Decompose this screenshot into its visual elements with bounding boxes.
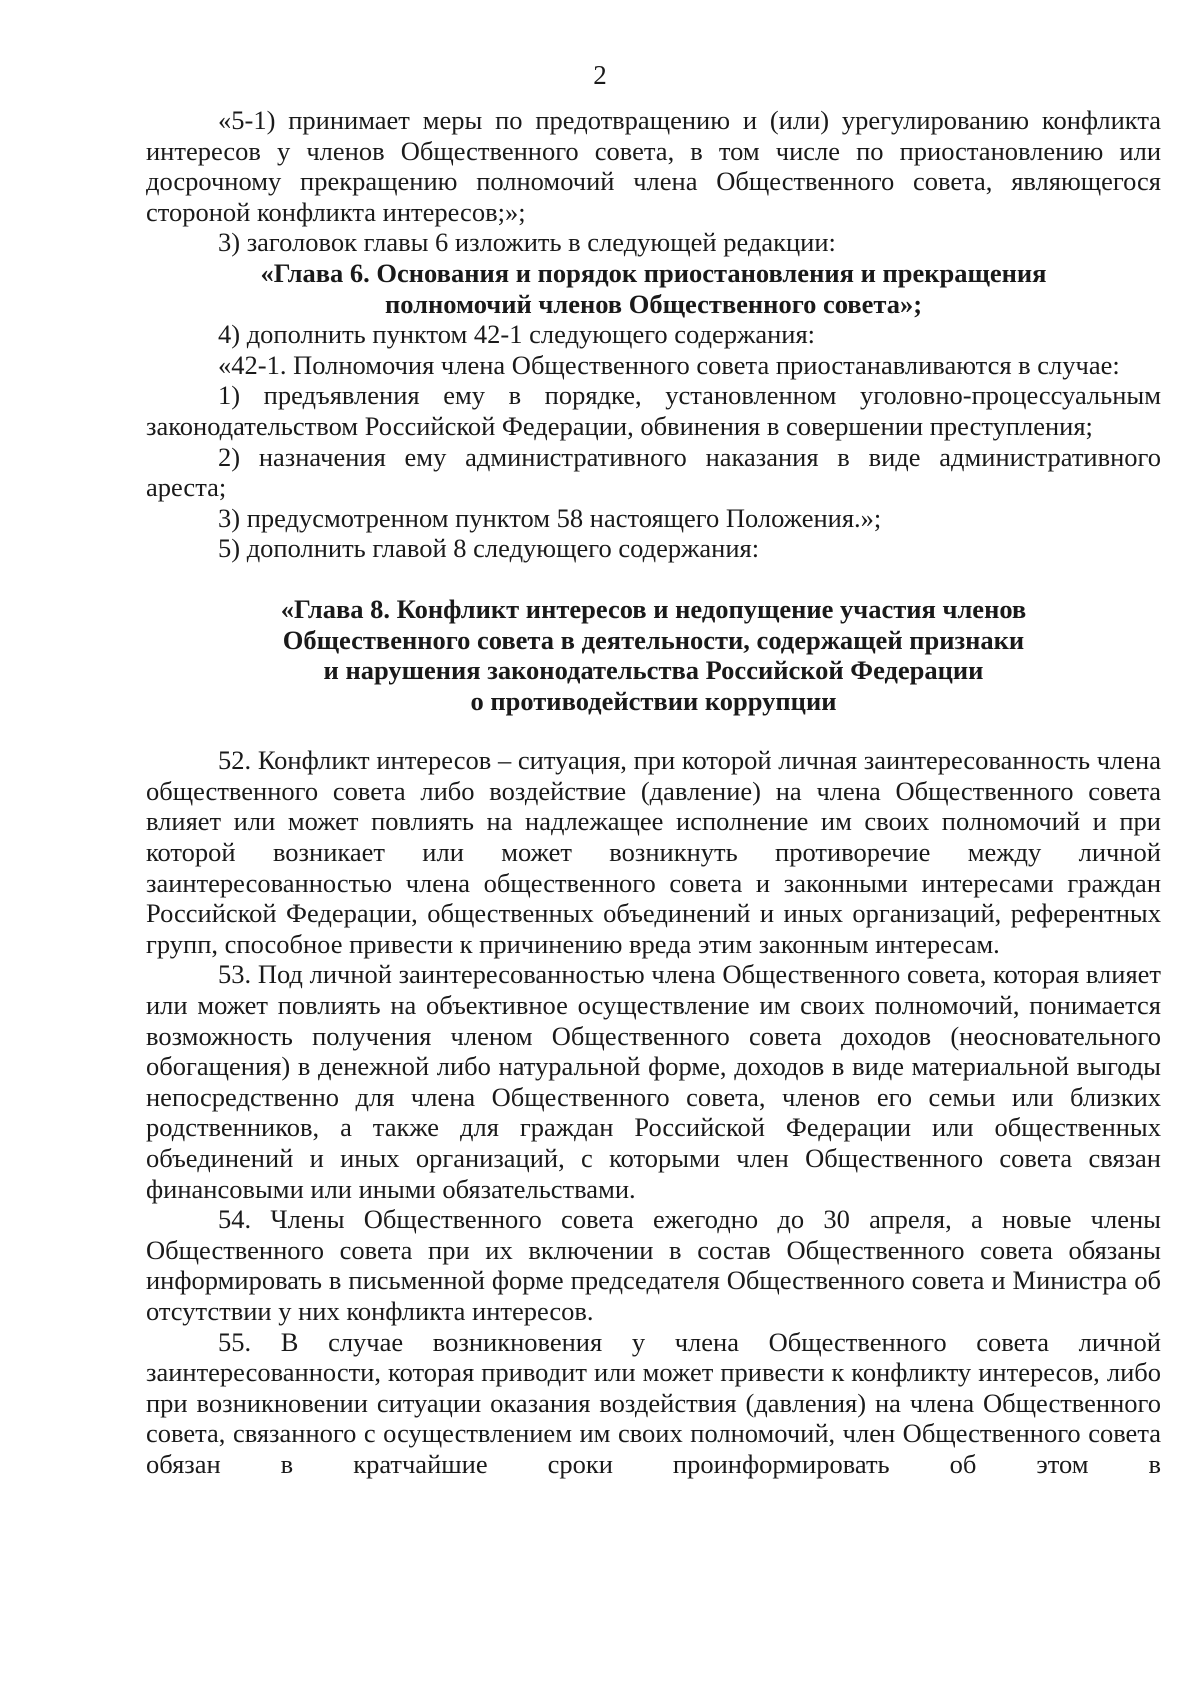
document-body — [146, 105, 1161, 1480]
heading-chapter-8-line-1: «Глава 8. Конфликт интересов и недопущение участия членов — [280, 593, 1027, 624]
paragraph-item-4: 4) дополнить пунктом 42-1 следующего содержания: — [218, 319, 816, 350]
spacer — [146, 564, 1161, 594]
heading-chapter-6-line-2: полномочий членов Общественного совета»; — [384, 288, 923, 319]
paragraph-5-1: «5-1) принимает меры по предотвращению и (или) урегулированию конфликта интересов у членов Общественного совета, в том числе по приостановлению или досрочному прекращению полномочий члена Общественного совета, являющегося стороной конфликта интересов;»; — [146, 105, 1161, 227]
paragraph-53: 53. Под личной заинтересованностью члена Общественного совета, которая влияет или может повлиять на объективное осуществление им своих полномочий, понимается возможность получения членом Общественного совета доходов (неосновательного обогащения) в денежной либо натуральной форме, доходов в виде материальной выгоды непосредственно для члена Общественного совета, членов его семьи или близких родственников, а также для граждан Российской Федерации или общественных объединений и иных организаций, с которыми член Общественного совета связан финансовыми или иными обязательствами. — [146, 959, 1161, 1204]
paragraph-item-3: 3) заголовок главы 6 изложить в следующей редакции: — [218, 227, 836, 258]
heading-chapter-6 — [146, 258, 1161, 319]
spacer — [146, 716, 1161, 745]
heading-chapter-8-line-4: о противодействии коррупции — [470, 685, 837, 716]
paragraph-42-1-sub-2: 2) назначения ему административного наказания в виде административного ареста; — [146, 441, 1161, 503]
paragraph-42-1-sub-3: 3) предусмотренном пунктом 58 настоящего Положения.»; — [218, 502, 882, 533]
heading-chapter-8-line-2: Общественного совета в деятельности, содержащей признаки — [282, 624, 1025, 655]
page-number: 2 — [593, 60, 607, 90]
paragraph-42-1: «42-1. Полномочия члена Общественного совета приостанавливаются в случае: — [218, 349, 1120, 380]
heading-chapter-6-line-1: «Глава 6. Основания и порядок приостановления и прекращения — [260, 257, 1047, 288]
heading-chapter-8-line-3: и нарушения законодательства Российской Федерации — [323, 655, 984, 686]
paragraph-52: 52. Конфликт интересов – ситуация, при которой личная заинтересованность члена общественного совета либо воздействие (давление) на члена Общественного совета влияет или может повлиять на надлежащее исполнение им своих полномочий и при которой возникает или может возникнуть противоречие между личной заинтересованностью члена общественного совета и законными интересами граждан Российской Федерации, общественных объединений и иных организаций, референтных групп, способное привести к причинению вреда этим законным интересам. — [146, 745, 1161, 959]
paragraph-55: 55. В случае возникновения у члена Общественного совета личной заинтересованности, которая приводит или может привести к конфликту интересов, либо при возникновении ситуации оказания воздействия (давления) на члена Общественного совета, связанного с осуществлением им своих полномочий, член Общественного совета обязан в кратчайшие сроки проинформировать об этом в — [146, 1326, 1161, 1479]
paragraph-42-1-sub-1: 1) предъявления ему в порядке, установленном уголовно-процессуальным законодательством Российской Федерации, обвинения в совершении преступления; — [146, 380, 1161, 441]
paragraph-54: 54. Члены Общественного совета ежегодно до 30 апреля, а новые члены Общественного совета при их включении в состав Общественного совета обязаны информировать в письменной форме председателя Общественного совета и Министра об отсутствии у них конфликта интересов. — [146, 1204, 1161, 1326]
paragraph-item-5: 5) дополнить главой 8 следующего содержания: — [218, 533, 760, 564]
heading-chapter-8 — [146, 594, 1161, 716]
